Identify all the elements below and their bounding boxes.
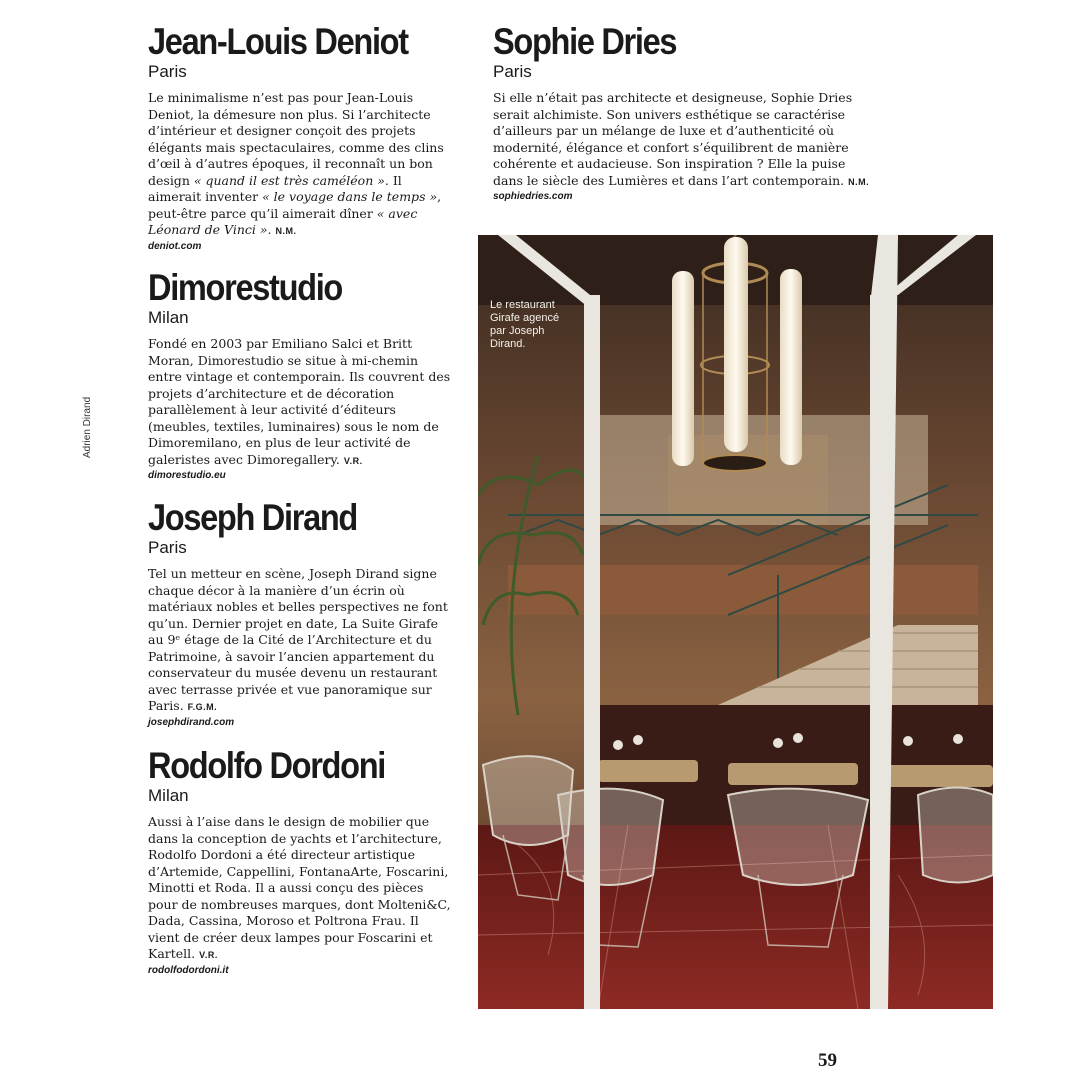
entry-dimorestudio [148,268,453,483]
designer-city: Paris [148,538,187,557]
designer-name: Jean-Louis Deniot [148,21,408,62]
author-initials: N.M. [848,176,870,187]
designer-website-link[interactable]: rodolfodordoni.it [148,964,229,976]
author-initials: V.R. [343,455,363,466]
designer-city: Milan [148,786,189,805]
designer-website-link[interactable]: josephdirand.com [148,716,235,728]
author-initials: N.M. [275,226,297,236]
bio-text: Fondé en 2003 par Emiliano Salci et Britt Moran, Dimorestudio se situe à mi-chemin entre vintage et contemporain. Ils couvrent des projets d’architecture et de décoration parallèlement à leur activité d’éditeurs (meubles, textiles, luminaires) sous le nom de Dimoremilano, en plus de leur activité de galeristes avec Dimoregallery. [148,336,451,467]
designer-city: Paris [493,62,532,81]
designer-bio [148,566,453,716]
designer-name: Rodolfo Dordoni [148,745,385,786]
restaurant-illustration [478,235,993,1009]
entry-dordoni [148,746,453,978]
designer-name: Sophie Dries [493,21,677,62]
author-initials: F.G.M. [187,702,218,712]
bio-quote: « quand il est très caméléon » [193,172,385,188]
designer-bio [148,814,453,964]
bio-text: Aussi à l’aise dans le design de mobilier que dans la conception de yachts et l’architecture, Rodolfo Dordoni a été directeur artistique d’Artemide, Cappellini, FontanaArte, Foscarini, Minotti et Roda. Il a aussi conçu des pièces pour de nombreuses marques, dont Molteni&C, Dada, Cassina, Moroso et Poltrona Frau. Il vient de créer deux lampes pour Foscarini et Kartell. [148,814,451,961]
photo-caption: Le restaurant Girafe agencé par Joseph Dirand. [490,299,560,350]
bio-text: . [267,222,272,237]
bio-quote: « le voyage dans le temps » [262,189,438,204]
page-number: 59 [818,1050,837,1071]
bio-text: . Il aimerait inventer [148,172,402,204]
bio-quote: « avec Léonard de Vinci » [148,205,418,237]
designer-website-link[interactable]: dimorestudio.eu [148,470,226,481]
author-initials: V.R. [199,950,218,960]
photo-credit: Adrien Dirand [82,396,93,458]
designer-bio [148,90,453,240]
designer-name: Joseph Dirand [148,497,357,538]
designer-bio [493,90,878,190]
restaurant-photo [478,235,993,1009]
designer-website-link[interactable]: deniot.com [148,240,202,252]
bio-text: , peut-être parce qu’il aimerait dîner [148,189,442,221]
bio-text: Tel un metteur en scène, Joseph Dirand signe chaque décor à la manière d’un écrin où matériaux nobles et belles perspectives ne font qu’un. Dernier projet en date, La Suite Girafe au 9ᵉ étage de la Cité de l’Architecture et du Patrimoine, à savoir l’ancien appartement du conservateur du musée devenu un restaurant avec terrasse privée et vue panoramique sur Paris. [148,566,448,713]
entry-sophie-dries [493,22,878,204]
designer-city: Paris [148,62,187,81]
designer-city: Milan [148,308,189,327]
entry-dirand [148,498,453,730]
designer-website-link[interactable]: sophiedries.com [493,191,573,202]
designer-name: Dimorestudio [148,267,343,308]
bio-text: Si elle n’était pas architecte et designeuse, Sophie Dries serait alchimiste. Son univers esthétique se caractérise d’ailleurs par un mélange de luxe et d’authenticité où modernité, élégance et confort s’équilibrent de manière cohérente et audacieuse. Son inspiration ? Elle la puise dans le siècle des Lumières et dans l’art contemporain. [493,90,853,188]
bio-text: Le minimalisme n’est pas pour Jean-Louis Deniot, la démesure non plus. Si l’architecte d’intérieur et designer conçoit des projets élégants mais spectaculaires, comme des clins d’œil à d’autres époques, il reconnaît un bon design [148,90,444,188]
entry-deniot [148,22,453,254]
designer-bio [148,336,453,469]
